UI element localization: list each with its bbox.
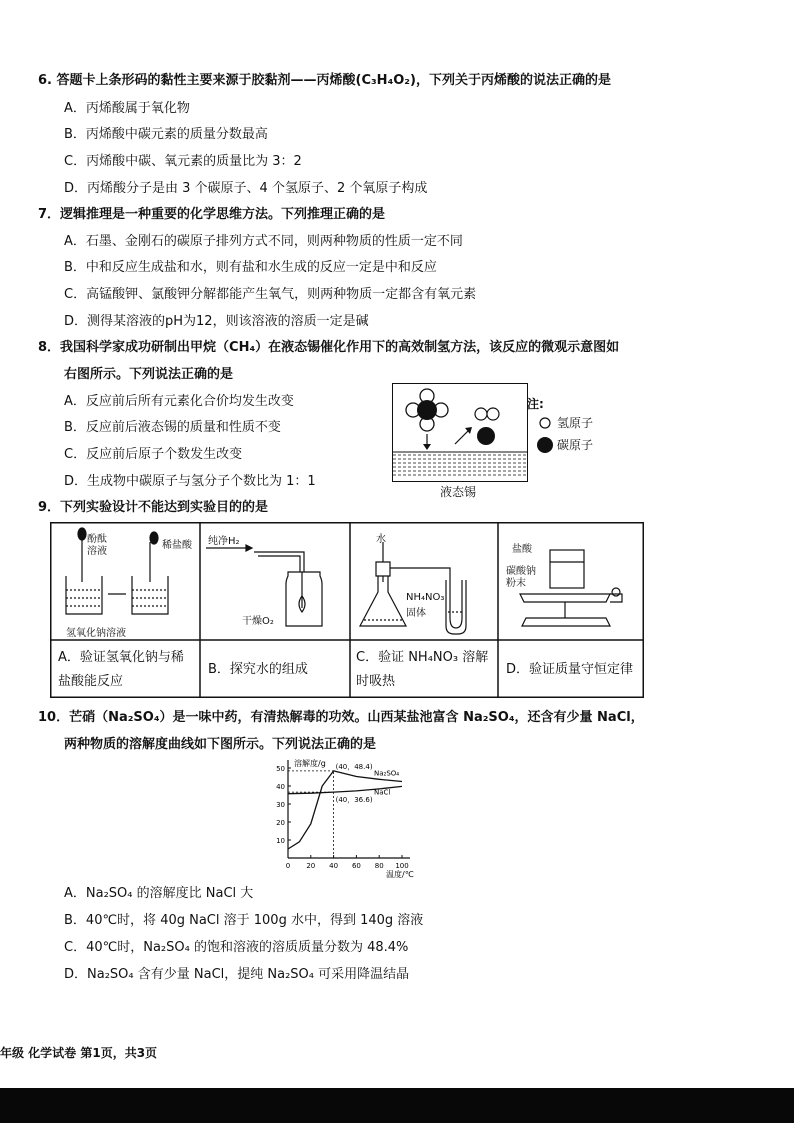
x-axis-label: 温度/℃ xyxy=(386,870,414,878)
q6-stem: 6. 答题卡上条形码的黏性主要来源于胶黏剂——丙烯酸(C₃H₄O₂)，下列关于丙烯酸的说法正确的是 xyxy=(38,73,611,88)
q6-option-a: A．丙烯酸属于氧化物 xyxy=(64,101,190,116)
q7-option-d: D．测得某溶液的pH为12，则该溶液的溶质一定是碱 xyxy=(64,314,369,329)
q9-a-acid-label: 稀盐酸 xyxy=(162,540,192,551)
up-arrow-icon xyxy=(455,430,469,444)
q10-stem-line2: 两种物质的溶解度曲线如下图所示。下列说法正确的是 xyxy=(64,737,377,752)
q8-microscopic-diagram xyxy=(393,384,527,481)
q8-legend-icons xyxy=(536,415,554,455)
x-tick-label: 100 xyxy=(395,862,409,870)
q8-legend-carbon: 碳原子 xyxy=(557,438,594,452)
q7-option-c: C．高锰酸钾、氯酸钾分解都能产生氧气，则两种物质一定都含有氧元素 xyxy=(64,287,477,302)
q9-c-solid1-label: NH₄NO₃ xyxy=(406,592,445,603)
series-label: NaCl xyxy=(374,788,391,797)
q9-a-indicator-label: 酚酞 xyxy=(87,534,107,545)
hydrogen-atom-icon xyxy=(475,408,487,420)
hydrogen-atom-icon xyxy=(487,408,499,420)
q8-stem-line2: 右图所示。下列说法正确的是 xyxy=(64,367,234,382)
y-tick-label: 30 xyxy=(276,801,285,809)
q9-caption-d: D．验证质量守恒定律 xyxy=(506,662,634,677)
liquid-tin-icon xyxy=(393,452,527,475)
carbon-atom-icon xyxy=(417,400,437,420)
legend-carbon-icon xyxy=(537,437,553,453)
q9-caption-c-line1: C．验证 NH₄NO₃ 溶解 xyxy=(356,650,489,665)
q8-legend-hydrogen: 氢原子 xyxy=(557,416,594,430)
y-tick-label: 10 xyxy=(276,837,285,845)
q10-option-d: D．Na₂SO₄ 含有少量 NaCl，提纯 Na₂SO₄ 可采用降温结晶 xyxy=(64,967,410,982)
q8-legend-title: 注: xyxy=(527,397,544,411)
q9-d-carbonate1-label: 碳酸钠 xyxy=(506,566,536,577)
q6-option-b: B．丙烯酸中碳元素的质量分数最高 xyxy=(64,127,268,142)
series-label: Na₂SO₄ xyxy=(374,769,400,778)
q9-caption-a-line2: 盐酸能反应 xyxy=(58,674,124,689)
series-line-0 xyxy=(288,771,402,849)
q9-caption-a-line1: A．验证氢氧化钠与稀 xyxy=(58,650,184,665)
q8-reaction-figure xyxy=(392,383,528,482)
q8-option-d: D．生成物中碳原子与氢分子个数比为 1：1 xyxy=(64,474,316,489)
q7-option-b: B．中和反应生成盐和水，则有盐和水生成的反应一定是中和反应 xyxy=(64,260,437,275)
carbon-atom-icon xyxy=(477,427,495,445)
annotation-point: (40，36.6) xyxy=(335,796,373,805)
q9-b-o2-label: 干燥O₂ xyxy=(242,616,274,627)
q6-option-c: C．丙烯酸中碳、氧元素的质量比为 3：2 xyxy=(64,154,302,169)
q9-c-water-label: 水 xyxy=(376,534,386,545)
legend-hydrogen-icon xyxy=(540,418,550,428)
q9-d-carbonate2-label: 粉末 xyxy=(506,578,526,589)
y-tick-label: 50 xyxy=(276,765,285,773)
q10-option-c: C．40℃时，Na₂SO₄ 的饱和溶液的溶质质量分数为 48.4% xyxy=(64,940,409,955)
q7-option-a: A．石墨、金刚石的碳原子排列方式不同，则两种物质的性质一定不同 xyxy=(64,234,463,249)
solubility-chart xyxy=(258,756,448,878)
q9-caption-b: B．探究水的组成 xyxy=(208,662,308,677)
q9-d-acid-label: 盐酸 xyxy=(512,544,532,555)
x-tick-label: 0 xyxy=(285,862,291,870)
q9-b-gas-label: 纯净H₂ xyxy=(208,536,240,547)
bottom-black-bar xyxy=(0,1088,794,1123)
annotation-point: (40，48.4) xyxy=(335,762,373,771)
page-footer: 年级 化学试卷 第1页，共3页 xyxy=(0,1046,158,1060)
x-tick-label: 40 xyxy=(329,862,339,870)
y-tick-label: 40 xyxy=(276,783,285,791)
y-axis-label: 溶解度/g xyxy=(294,759,326,768)
q10-option-a: A．Na₂SO₄ 的溶解度比 NaCl 大 xyxy=(64,886,254,901)
q7-stem: 7．逻辑推理是一种重要的化学思维方法。下列推理正确的是 xyxy=(38,207,386,222)
q9-a-solution-label: 溶液 xyxy=(87,546,107,557)
q9-stem: 9．下列实验设计不能达到实验目的的是 xyxy=(38,500,269,515)
q8-option-c: C．反应前后原子个数发生改变 xyxy=(64,447,243,462)
q8-option-a: A．反应前后所有元素化合价均发生改变 xyxy=(64,394,294,409)
q9-caption-c-line2: 时吸热 xyxy=(356,674,396,689)
x-tick-label: 60 xyxy=(351,862,361,870)
flask-u-tube-icon xyxy=(360,542,466,634)
q8-stem-line1: 8．我国科学家成功研制出甲烷（CH₄）在液态锡催化作用下的高效制氢方法，该反应的微观示意图如 xyxy=(38,340,620,355)
x-tick-label: 20 xyxy=(306,862,316,870)
q9-a-base-label: 氢氧化钠溶液 xyxy=(66,628,126,639)
q9-c-solid2-label: 固体 xyxy=(406,608,426,619)
q10-option-b: B．40℃时，将 40g NaCl 溶于 100g 水中，得到 140g 溶液 xyxy=(64,913,424,928)
y-tick-label: 20 xyxy=(276,819,285,827)
q8-liquid-label: 液态锡 xyxy=(440,485,477,499)
x-tick-label: 80 xyxy=(374,862,384,870)
q8-option-b: B．反应前后液态锡的质量和性质不变 xyxy=(64,420,281,435)
q10-stem-line1: 10．芒硝（Na₂SO₄）是一味中药，有清热解毒的功效。山西某盐池富含 Na₂SO₄，还含有少量 NaCl， xyxy=(38,710,644,725)
q9-experiment-table xyxy=(50,522,644,698)
q6-option-d: D．丙烯酸分子是由 3 个碳原子、4 个氢原子、2 个氧原子构成 xyxy=(64,181,428,196)
